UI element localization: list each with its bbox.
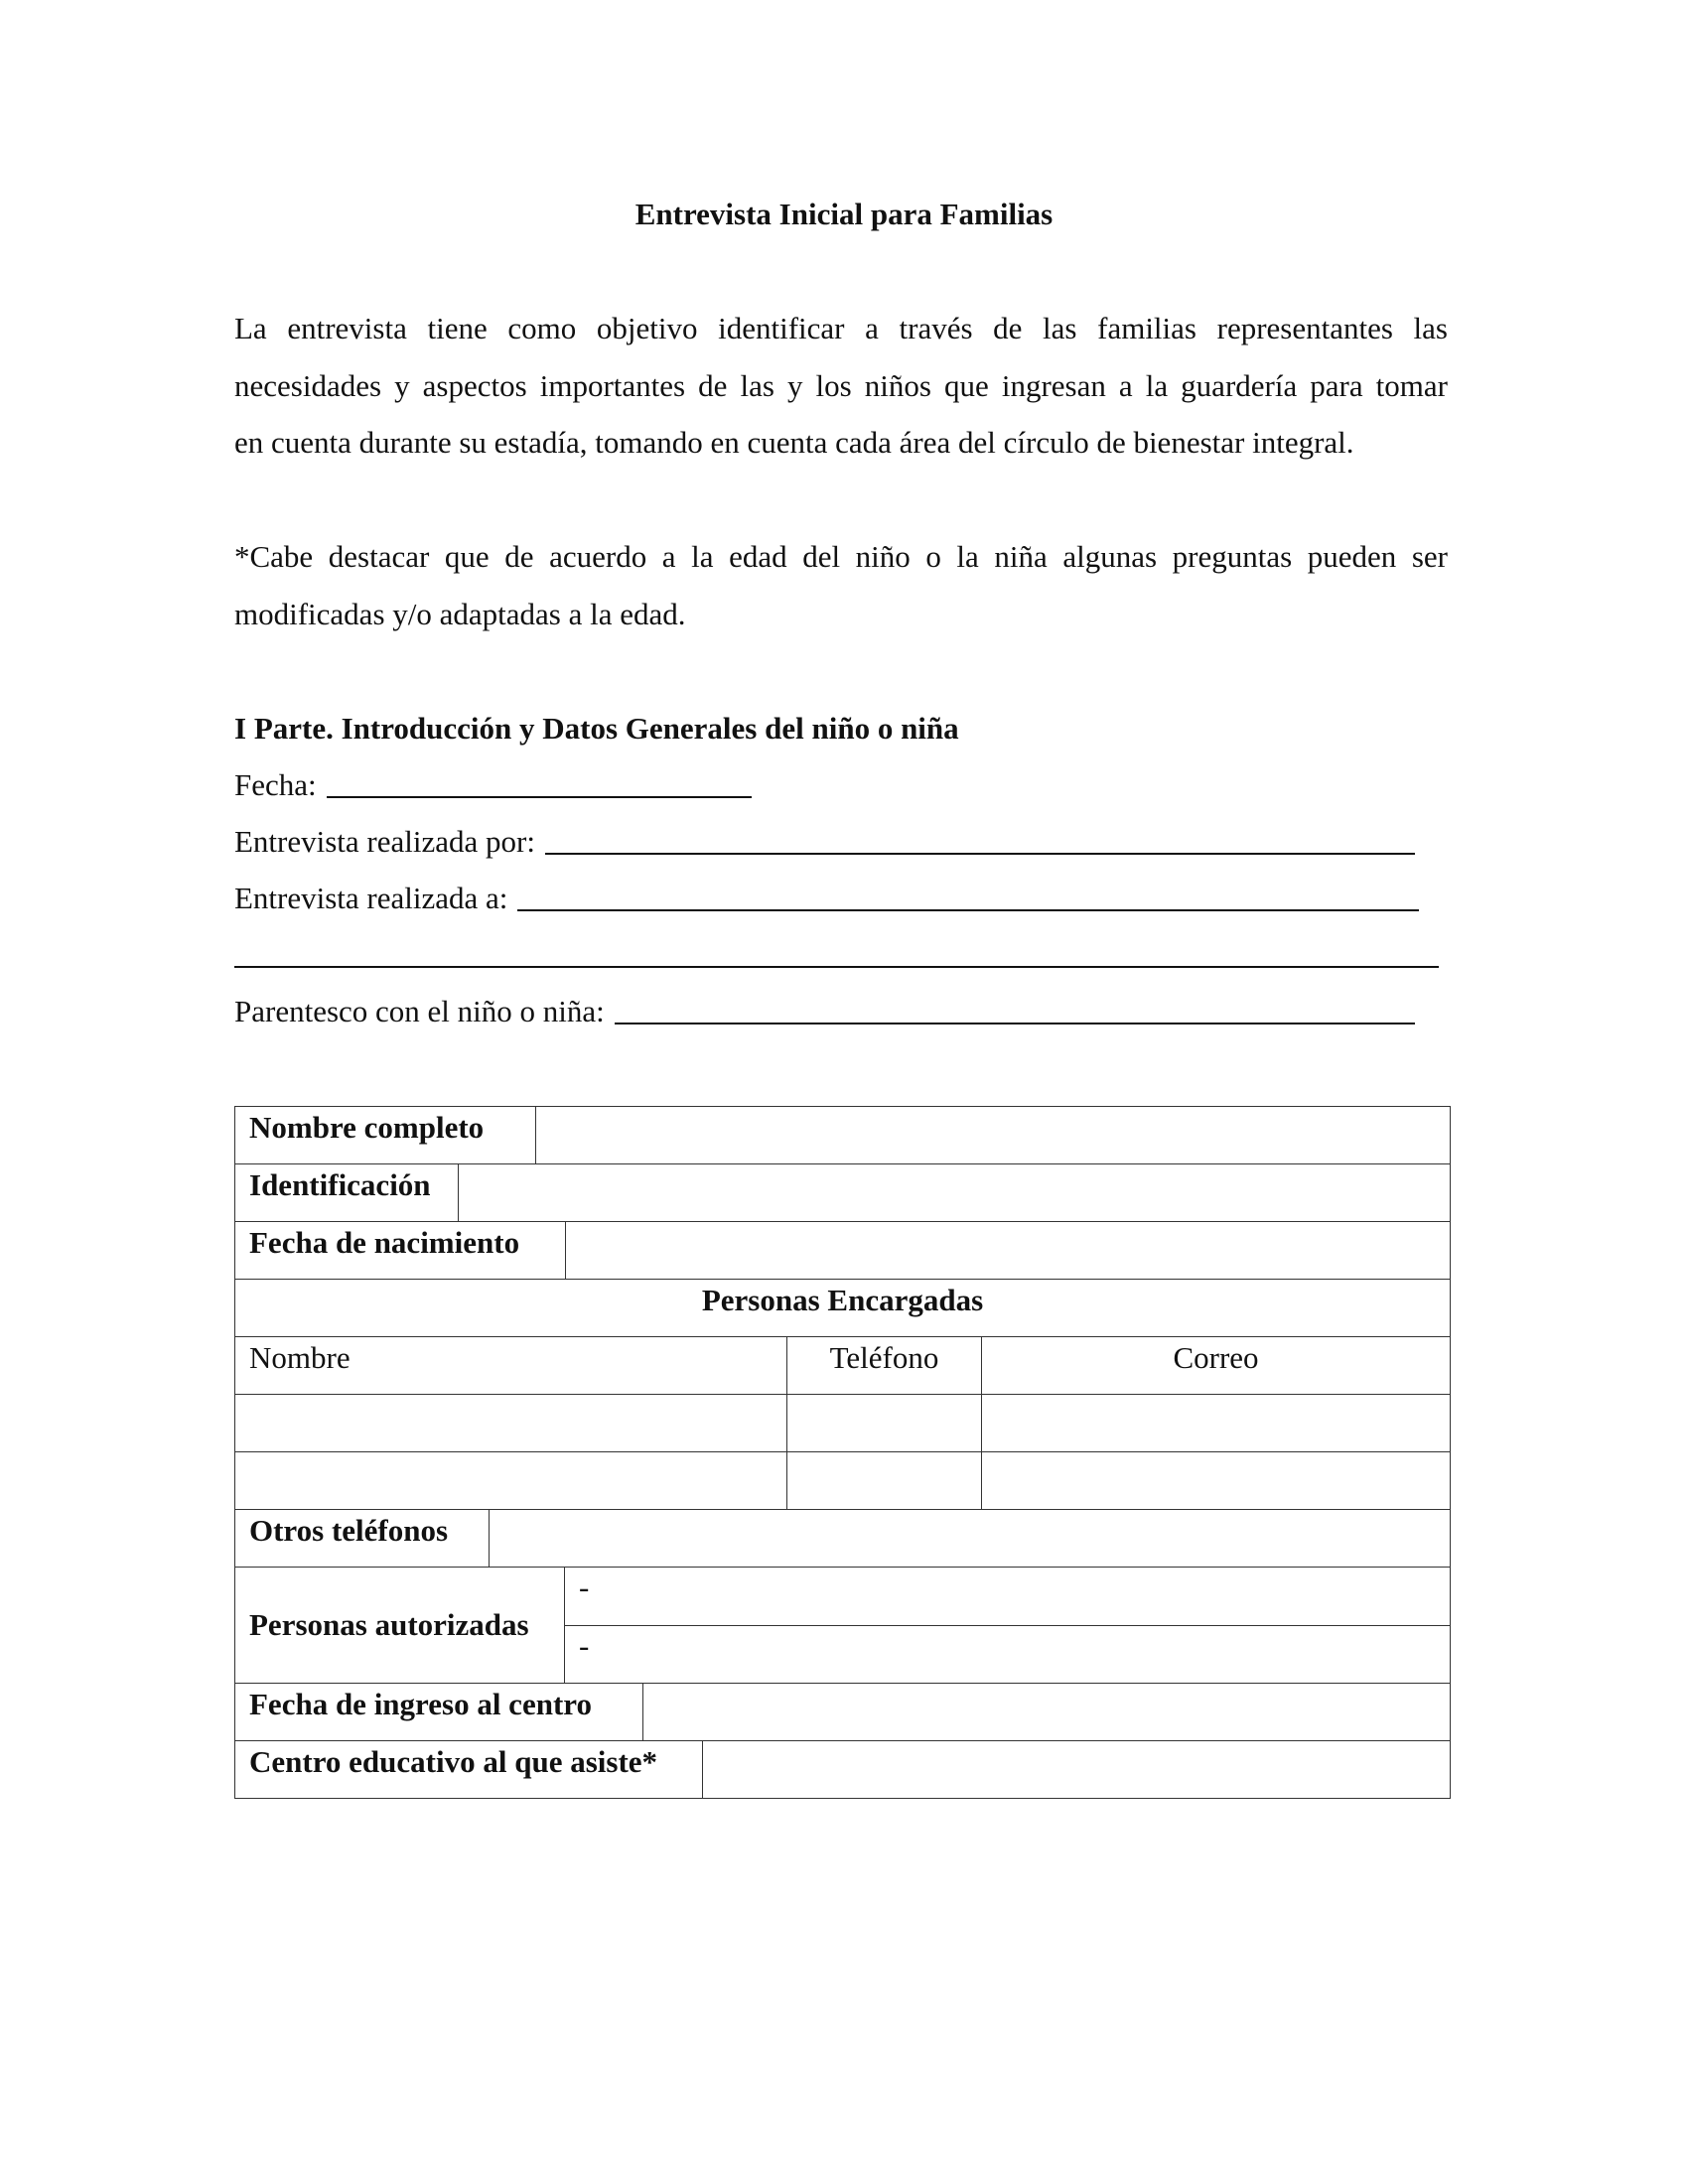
realizada-por-field-row: [234, 813, 1415, 870]
column-header-telefono: Teléfono: [829, 1340, 939, 1375]
realizada-a-field-row: [234, 870, 1419, 926]
realizada-por-label: Entrevista realizada por:: [234, 824, 535, 859]
fecha-ingreso-label: Fecha de ingreso al centro: [235, 1684, 643, 1740]
parentesco-label: Parentesco con el niño o niña:: [234, 994, 605, 1028]
centro-educativo-label: Centro educativo al que asiste*: [235, 1741, 703, 1798]
encargado-2-correo-cell[interactable]: [982, 1452, 1451, 1510]
otros-telefonos-input[interactable]: [490, 1510, 1450, 1567]
nombre-completo-label: Nombre completo: [235, 1107, 536, 1163]
table-row: [235, 1107, 1451, 1164]
intro-line: necesidades y aspectos importantes de las y los niños que ingresan a la guardería para tomar: [234, 367, 1448, 403]
column-header-correo: Correo: [1173, 1340, 1259, 1375]
encargado-1-nombre-cell[interactable]: [235, 1395, 787, 1452]
fecha-nacimiento-label: Fecha de nacimiento: [235, 1222, 566, 1279]
identificacion-input[interactable]: [459, 1164, 1450, 1221]
section-title: I Parte. Introducción y Datos Generales del niño o niña: [234, 711, 959, 746]
general-data-table: [234, 1106, 1451, 1799]
encargado-2-telefono-cell[interactable]: [787, 1452, 982, 1510]
parentesco-field-row: [234, 983, 1415, 1039]
encargado-1-telefono-cell[interactable]: [787, 1395, 982, 1452]
document-title: Entrevista Inicial para Familias: [634, 197, 1054, 231]
table-row: [235, 1222, 1451, 1280]
table-row: [235, 1568, 1451, 1684]
otros-telefonos-label: Otros teléfonos: [235, 1510, 490, 1567]
autorizada-2-input[interactable]: -: [565, 1625, 1450, 1683]
note-paragraph: [234, 528, 1448, 642]
parentesco-blank[interactable]: [615, 983, 1415, 1024]
table-row: [235, 1452, 1451, 1510]
table-header-row: [235, 1337, 1451, 1395]
intro-line: La entrevista tiene como objetivo identificar a través de las familias representantes las: [234, 311, 1448, 345]
fecha-label: Fecha:: [234, 767, 317, 802]
table-row: [235, 1164, 1451, 1222]
fecha-ingreso-input[interactable]: [643, 1684, 1450, 1740]
fecha-blank[interactable]: [327, 756, 752, 798]
centro-educativo-input[interactable]: [703, 1741, 1450, 1798]
table-row: [235, 1510, 1451, 1568]
realizada-a-label: Entrevista realizada a:: [234, 881, 508, 915]
table-row: [235, 1395, 1451, 1452]
realizada-a-continuation-blank[interactable]: [234, 926, 1439, 968]
note-line: *Cabe destacar que de acuerdo a la edad del niño o la niña algunas preguntas pueden ser: [234, 539, 1448, 574]
personas-autorizadas-values: [565, 1568, 1450, 1683]
encargado-2-nombre-cell[interactable]: [235, 1452, 787, 1510]
table-row: [235, 1741, 1451, 1799]
fecha-nacimiento-input[interactable]: [566, 1222, 1450, 1279]
intro-paragraph: [234, 300, 1448, 472]
realizada-a-blank[interactable]: [517, 870, 1419, 911]
table-row: [235, 1280, 1451, 1337]
realizada-por-blank[interactable]: [545, 813, 1415, 855]
fecha-field-row: [234, 756, 752, 813]
autorizada-1-input[interactable]: -: [579, 1570, 590, 1604]
personas-autorizadas-label: Personas autorizadas: [235, 1568, 565, 1683]
identificacion-label: Identificación: [235, 1164, 459, 1221]
personas-encargadas-header: Personas Encargadas: [701, 1283, 984, 1317]
table-row: [235, 1684, 1451, 1741]
encargado-1-correo-cell[interactable]: [982, 1395, 1451, 1452]
realizada-a-continuation-row: [234, 926, 1439, 983]
intro-line: en cuenta durante su estadía, tomando en cuenta cada área del círculo de bienestar integral.: [234, 425, 1354, 460]
note-line: modificadas y/o adaptadas a la edad.: [234, 596, 686, 631]
nombre-completo-input[interactable]: [536, 1107, 1450, 1163]
column-header-nombre: Nombre: [249, 1340, 351, 1375]
